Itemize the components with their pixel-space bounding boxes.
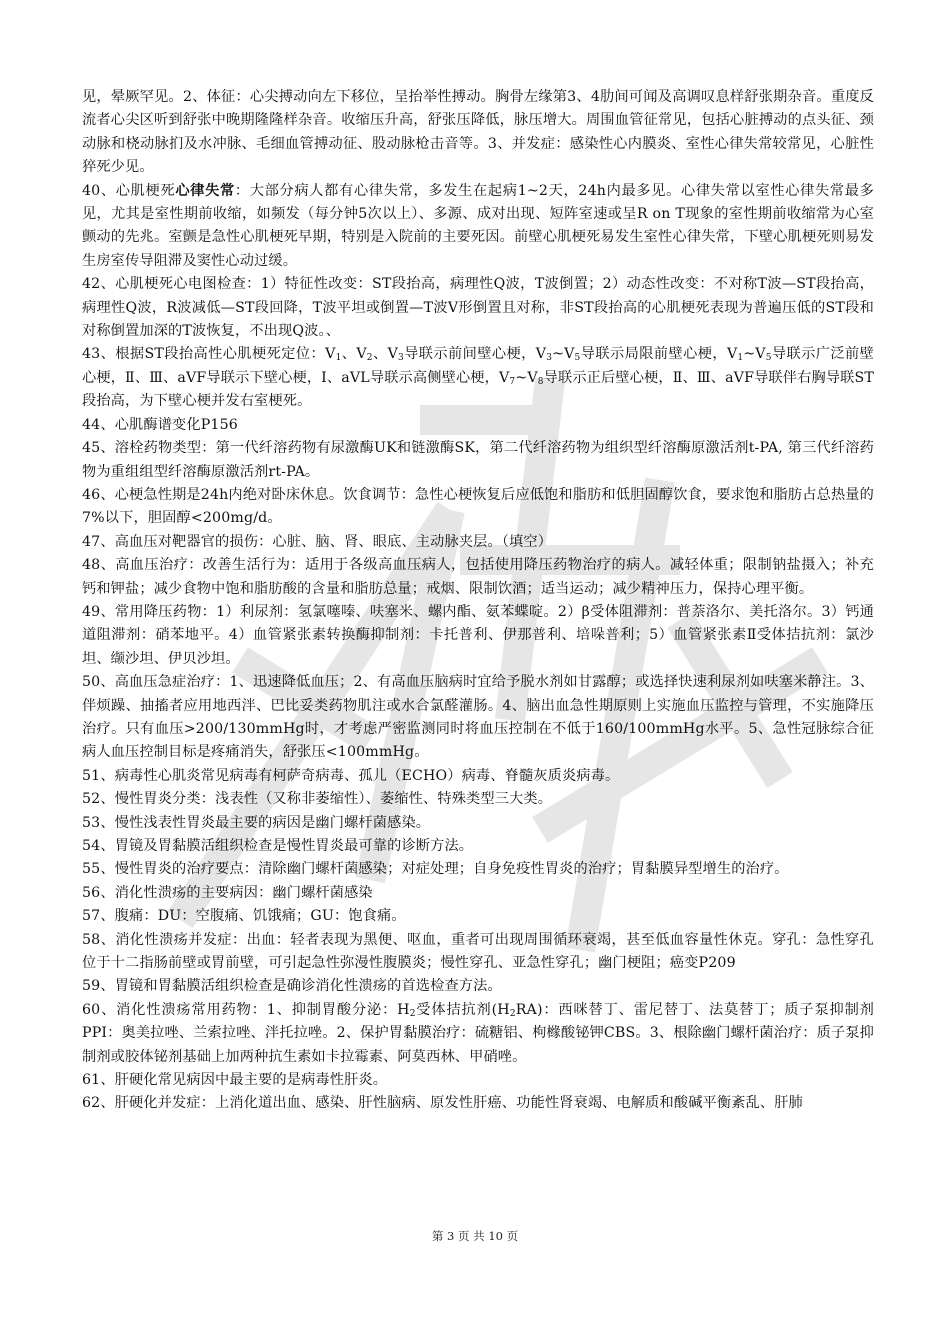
paragraph-49-antihypertensives: 49、常用降压药物：1）利尿剂：氢氯噻嗪、呋塞米、螺内酯、氨苯蝶啶。2）β受体阻滞剂：普萘洛尔、美托洛尔。3）钙通道阻滞剂：硝苯地平。4）血管紧张素转换酶抑制剂：卡托普利、伊那普利、培哚普利；5）血管紧张素Ⅱ受体拮抗剂：氯沙坦、缬沙坦、伊贝沙坦。 [82, 603, 874, 667]
paragraph-40-bold-term: 心律失常 [175, 182, 235, 199]
paragraph-53-gastritis-cause: 53、慢性浅表性胃炎最主要的病因是幽门螺杆菌感染。 [82, 814, 431, 831]
paragraph-continued: 见，晕厥罕见。2、体征：心尖搏动向左下移位，呈抬举性搏动。胸骨左缘第3、4肋间可闻及高调叹息样舒张期杂音。重度反流者心尖区听到舒张中晚期隆隆样杂音。收缩压升高，舒张压降低，脉压增大。周围血管征常见，包括心脏搏动的点头征、颈动脉和桡动脉扪及水冲脉、毛细血管搏动征、股动脉枪击音等。3、并发症：感染性心内膜炎、室性心律失常较常见，心脏性猝死少见。 [82, 89, 874, 176]
paragraph-52-gastritis-types: 52、慢性胃炎分类：浅表性（又称非萎缩性）、萎缩性、特殊类型三大类。 [82, 791, 553, 808]
paragraph-54-gastritis-diagnosis: 54、胃镜及胃黏膜活组织检查是慢性胃炎最可靠的诊断方法。 [82, 838, 474, 854]
paragraph-43-localization: 43、根据ST段抬高性心肌梗死定位：$V_1$、$V_2$、$V_3$导联示前间壁心梗，$V_3\sim V_5$导联示局限前壁心梗，$V_1\sim V_5$导联示广泛前壁心梗，Ⅱ、Ⅲ、aVF导联示下壁心梗，Ⅰ、aVL导联示高侧壁心梗，$V_7\sim V_8$导联示正后壁心梗，Ⅱ、Ⅲ、aVF导联伴右胸导联ST段抬高，为下壁心梗并发右室梗死。 [82, 346, 874, 410]
paragraph-57-abdominal-pain: 57、腹痛：DU：空腹痛、饥饿痛；GU：饱食痛。 [82, 908, 406, 925]
paragraph-50-hypertensive-emergency: 50、高血压急症治疗：1、迅速降低血压；2、有高血压脑病时宜给予脱水剂如甘露醇；或选择快速利尿剂如呋塞米静注。3、伴烦躁、抽搐者应用地西泮、巴比妥类药物肌注或水合氯醛灌肠。4、脑出血急性期原则上实施血压监控与管理，不实施降压治疗。只有血压>200/130mmHg时，才考虑严密监测同时将血压控制在不低于160/100mmHg水平。5、急性冠脉综合征病人血压控制目标是疼痛消失，舒张压<100mmHg。 [82, 674, 874, 761]
paragraph-59-ulcer-diagnosis: 59、胃镜和胃黏膜活组织检查是确诊消化性溃疡的首选检查方法。 [82, 978, 502, 995]
document-body [82, 86, 874, 1116]
page-footer: 第 3 页 共 10 页 [431, 1229, 519, 1243]
paragraph-60-ulcer-drugs: 60、消化性溃疡常用药物：1、抑制胃酸分泌：$H_2$受体拮抗剂$(H_2RA)$：西咪替丁、雷尼替丁、法莫替丁；质子泵抑制剂PPI：奥美拉唑、兰索拉唑、泮托拉唑。2、保护胃黏膜治疗：硫糖铝、枸橼酸铋钾CBS。3、根除幽门螺杆菌治疗：质子泵抑制剂或胶体铋剂基础上加两种抗生素如卡拉霉素、阿莫西林、甲硝唑。 [82, 1001, 874, 1065]
paragraph-62-cirrhosis-complications: 62、肝硬化并发症：上消化道出血、感染、肝性脑病、原发性肝癌、功能性肾衰竭、电解质和酸碱平衡紊乱、肝肺 [82, 1095, 803, 1112]
paragraph-47-target-organs: 47、高血压对靶器官的损伤：心脏、脑、肾、眼底、主动脉夹层。（填空） [82, 533, 553, 550]
paragraph-40-text: ：大部分病人都有心律失常，多发生在起病1~2天，24h内最多见。心律失常以室性心律失常最多见，尤其是室性期前收缩，如频发（每分钟5次以上）、多源、成对出现、短阵室速或呈R on T现象的室性期前收缩常为心室颤动的先兆。室颤是急性心肌梗死早期，特别是入院前的主要死因。前壁心肌梗死易发生室性心律失常，下壁心肌梗死则易发生房室传导阻滞及窦性心动过缓。 [82, 182, 874, 269]
paragraph-42-ecg: 42、心肌梗死心电图检查：1）特征性改变：ST段抬高，病理性Q波，T波倒置；2）动态性改变：不对称T波—ST段抬高，病理性Q波，R波减低—ST段回降，T波平坦或倒置—T波V形倒置且对称，非ST段抬高的心肌梗死表现为普遍压低的ST段和对称倒置加深的T波恢复，不出现Q波。、 [82, 276, 874, 340]
paragraph-58-ulcer-complications: 58、消化性溃疡并发症：出血：轻者表现为黑便、呕血，重者可出现周围循环衰竭，甚至低血容量性休克。穿孔：急性穿孔位于十二指肠前壁或胃前壁，可引起急性弥漫性腹膜炎；慢性穿孔、亚急性穿孔；幽门梗阻；癌变P209 [82, 931, 874, 972]
paragraph-40-prefix: 40、心肌梗死 [82, 182, 176, 199]
paragraph-44-enzymes: 44、心肌酶谱变化P156 [82, 416, 238, 433]
paragraph-55-gastritis-treatment: 55、慢性胃炎的治疗要点：清除幽门螺杆菌感染；对症处理；自身免疫性胃炎的治疗；胃黏膜异型增生的治疗。 [82, 861, 789, 878]
paragraph-48-hypertension-treatment: 48、高血压治疗：改善生活行为：适用于各级高血压病人，包括使用降压药物治疗的病人。减轻体重；限制钠盐摄入；补充钙和钾盐；减少食物中饱和脂肪酸的含量和脂肪总量；戒烟、限制饮酒；适当运动；减少精神压力，保持心理平衡。 [82, 557, 874, 597]
paragraph-46-acute-care: 46、心梗急性期是24h内绝对卧床休息。饮食调节：急性心梗恢复后应低饱和脂肪和低胆固醇饮食，要求饱和脂肪占总热量的7%以下，胆固醇<200mg/d。 [82, 486, 874, 527]
paragraph-40-arrhythmia [82, 180, 874, 274]
paragraph-51-myocarditis: 51、病毒性心肌炎常见病毒有柯萨奇病毒、孤儿（ECHO）病毒、脊髓灰质炎病毒。 [82, 767, 620, 784]
paragraph-45-thrombolytics: 45、溶栓药物类型：第一代纤溶药物有尿激酶UK和链激酶SK，第二代纤溶药物为组织型纤溶酶原激活剂t-PA, 第三代纤溶药物为重组组型纤溶酶原激活剂rt-PA。 [82, 440, 874, 480]
paragraph-61-cirrhosis-cause: 61、肝硬化常见病因中最主要的是病毒性肝炎。 [82, 1072, 388, 1089]
paragraph-56-ulcer-cause: 56、消化性溃疡的主要病因：幽门螺杆菌感染 [82, 884, 373, 901]
